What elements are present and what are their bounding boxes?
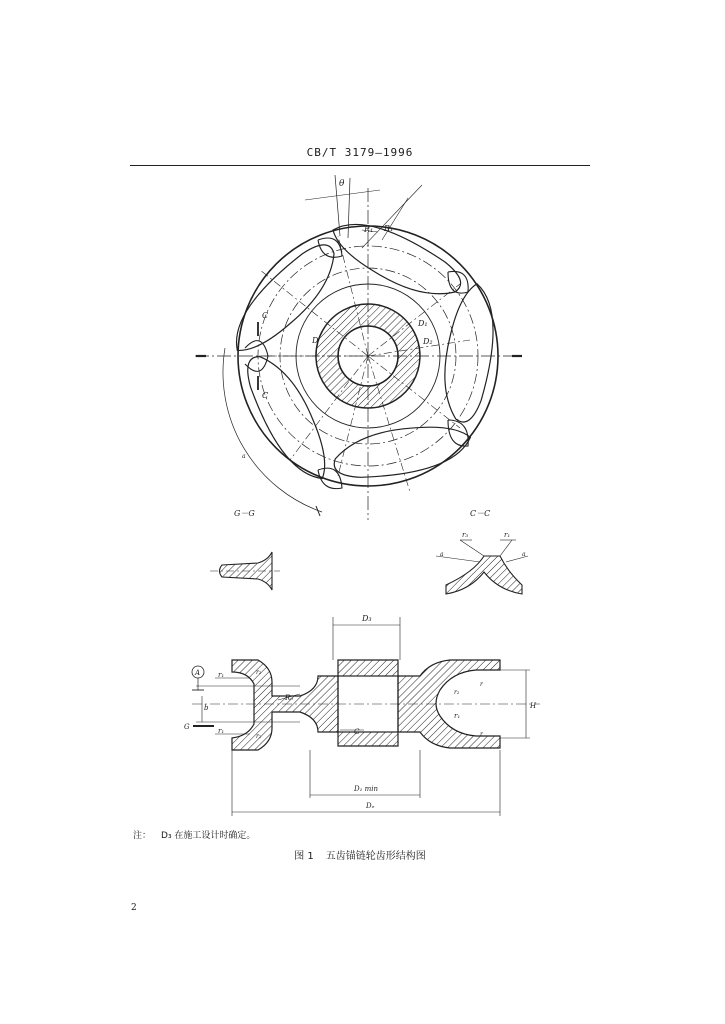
plan-view <box>195 175 525 520</box>
standard-code: CB/T 3179—1996 <box>306 146 414 159</box>
g-left-label: G <box>184 723 190 731</box>
d-label: D <box>312 336 319 345</box>
g-g-section-label: G－G <box>234 509 255 518</box>
r1-left-top-label: r₁ <box>218 671 225 679</box>
g-g-section <box>210 552 280 590</box>
d1min-label: D₁ min <box>354 785 379 793</box>
figure-number: 图 1 <box>294 851 314 862</box>
g-center-label: G <box>354 728 360 736</box>
d3-label: D₃ <box>362 614 372 623</box>
a-right-label: a <box>522 551 526 558</box>
r1-right-label: r₁ <box>454 712 461 720</box>
r1-label: r₁ <box>504 531 511 539</box>
r1-top-label: R₁ <box>384 224 394 233</box>
datum-a-label: A <box>195 669 201 677</box>
c-c-section-label: C－C <box>470 509 491 518</box>
b-label: b <box>204 704 209 712</box>
note-text: D₃ 在施工设计时确定。 <box>161 831 256 841</box>
dc-label: Dₑ <box>366 802 375 810</box>
r2-left-bottom-label: r₂ <box>256 733 262 740</box>
r3-label: r₃ <box>462 531 469 539</box>
c-lower-label: C <box>262 391 269 400</box>
figure-note <box>133 828 255 841</box>
page-number: 2 <box>131 903 137 913</box>
r-right-bottom-label: r <box>480 731 483 738</box>
h-label: H <box>530 702 537 710</box>
figure-caption <box>130 847 590 862</box>
r1-tooth-label: R₁ <box>364 225 374 234</box>
d1-label: D₁ <box>418 319 428 328</box>
figure-title: 五齿锚链轮齿形结构图 <box>325 851 426 862</box>
note-prefix: 注： <box>133 831 152 841</box>
r1-left-bottom-label: r₁ <box>218 727 225 735</box>
a-mark-label: a <box>242 453 246 460</box>
d2-label: D₂ <box>423 337 433 346</box>
r2-right-label: r₂ <box>454 689 460 696</box>
a-left-label: a <box>440 551 444 558</box>
r2-left-top-label: r₂ <box>256 669 262 676</box>
chain-pocket <box>416 282 521 425</box>
theta-label: θ <box>339 179 345 189</box>
c-c-section <box>436 540 528 594</box>
r-right-top-label: r <box>480 681 483 688</box>
chain-pocket <box>333 224 461 293</box>
r0-label: R₀ <box>285 694 294 702</box>
c-upper-label: C <box>262 311 269 320</box>
